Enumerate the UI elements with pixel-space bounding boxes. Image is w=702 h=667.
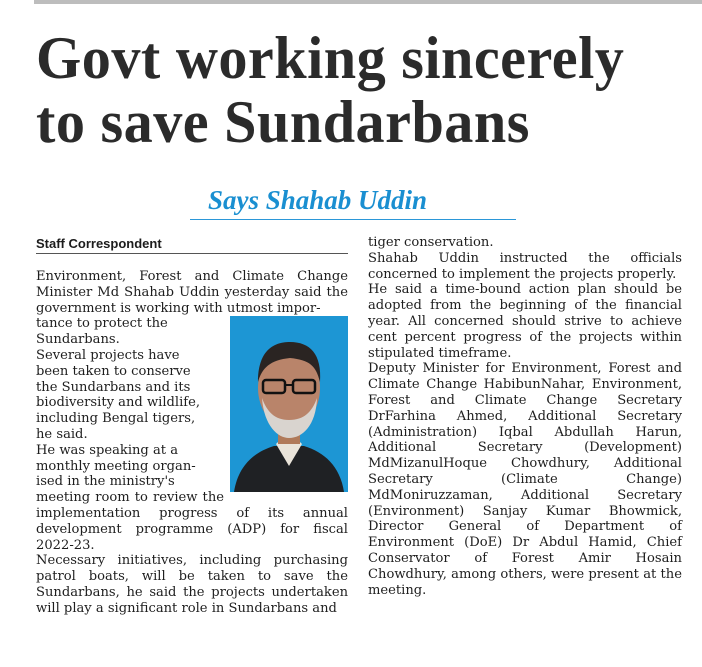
- byline-rule: [36, 253, 348, 254]
- text-line: he said.: [36, 426, 88, 442]
- text-line: tance to protect the: [36, 316, 168, 332]
- text-line: including Bengal tigers,: [36, 411, 196, 427]
- headline-line-1: Govt working sincerely: [36, 25, 625, 91]
- subheadline-rule: [190, 219, 516, 220]
- article-column-1: [36, 269, 348, 617]
- text-line: Sundarbans.: [36, 332, 120, 348]
- portrait-photo: [230, 316, 348, 492]
- headline: [36, 26, 676, 154]
- text-line: Several projects have: [36, 347, 180, 363]
- article-paragraph: tiger conservation.: [368, 235, 494, 250]
- text-line: the Sundarbans and its: [36, 379, 191, 395]
- byline: Staff Correspondent: [36, 236, 162, 251]
- top-rule: [34, 0, 702, 4]
- article-paragraph: He said a time-bound action plan should be adopted from the beginning of the financial year. All concerned should strive to achieve cent percent progress of the projects within stipulated timeframe.: [368, 282, 682, 361]
- portrait-photo-icon: [230, 316, 348, 492]
- text-line: been taken to conserve: [36, 363, 191, 379]
- article-paragraph: Deputy Minister for Environment, Forest and Climate Change HabibunNahar, Environment, Forest and Climate Change Secretary DrFarhina Ahmed, Additional Secretary (Administration) Iqbal Abdullah Harun, Additional Secretary (Development) MdMizanulHoque Chowdhury, Additional Secretary (Climate Change) MdMoniruzzaman, Additional Secretary (Environment) Sanjay Kumar Bhowmick, Director General of Department of Environment (DoE) Dr Abdul Hamid, Chief Conservator of Forest Amir Hosain Chowdhury, among others, were present at the meeting.: [368, 361, 682, 598]
- article-paragraph: meeting room to review the implementation progress of its annual development programme (ADP) for fiscal 2022-23.: [36, 490, 348, 553]
- article-paragraph: Necessary initiatives, including purchasing patrol boats, will be taken to save the Sundarbans, he said the projects undertaken will play a significant role in Sundarbans and: [36, 553, 348, 616]
- article-column-2: [368, 235, 682, 598]
- text-line: biodiversity and wildlife,: [36, 395, 201, 411]
- article-paragraph: Shahab Uddin instructed the officials concerned to implement the projects properly.: [368, 250, 682, 282]
- text-line: ised in the ministry's: [36, 474, 175, 490]
- subheadline: Says Shahab Uddin: [208, 185, 428, 215]
- headline-line-2: to save Sundarbans: [36, 89, 530, 155]
- text-line: He was speaking at a: [36, 442, 179, 458]
- article-paragraph: Environment, Forest and Climate Change Minister Md Shahab Uddin yesterday said the government is working with utmost impor-: [36, 269, 348, 316]
- text-line: monthly meeting organ-: [36, 458, 196, 474]
